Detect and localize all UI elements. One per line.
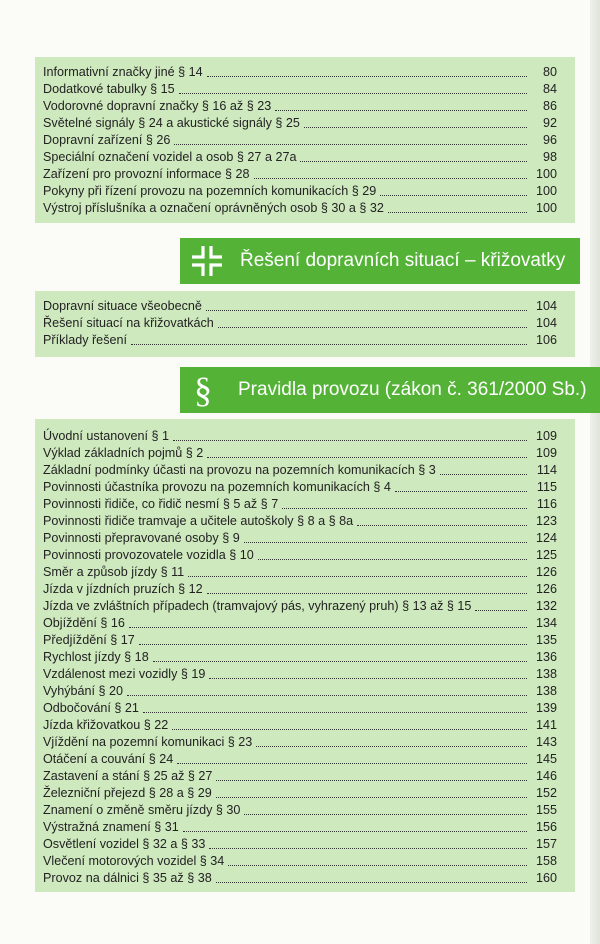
toc-entry xyxy=(43,563,557,580)
toc-leader-dots xyxy=(304,127,527,128)
toc-entry xyxy=(43,63,557,80)
toc-leader-dots xyxy=(254,178,528,179)
toc-leader-dots xyxy=(216,882,527,883)
toc-entry-title: Odbočování § 21 xyxy=(43,701,139,715)
toc-entry-page: 145 xyxy=(535,752,557,766)
toc-entry xyxy=(43,165,557,182)
toc-entry-title: Řešení situací na křižovatkách xyxy=(43,316,214,330)
section-banner-intersections xyxy=(180,238,580,284)
toc-box-intersections xyxy=(35,291,575,357)
toc-entry-page: 134 xyxy=(535,616,557,630)
toc-leader-dots xyxy=(129,627,527,628)
toc-entry-title: Speciální označení vozidel a osob § 27 a 27a xyxy=(43,150,297,164)
toc-entry-page: 109 xyxy=(535,429,557,443)
toc-leader-dots xyxy=(143,712,527,713)
toc-box-traffic-rules xyxy=(35,419,575,892)
toc-entry-page: 116 xyxy=(536,497,557,511)
toc-leader-dots xyxy=(172,729,527,730)
toc-entry-title: Zastavení a stání § 25 až § 27 xyxy=(43,769,213,783)
toc-leader-dots xyxy=(127,695,527,696)
toc-leader-dots xyxy=(258,559,527,560)
toc-entry-title: Rychlost jízdy § 18 xyxy=(43,650,149,664)
toc-entry-page: 115 xyxy=(536,480,557,494)
toc-entry-title: Výklad základních pojmů § 2 xyxy=(43,446,204,460)
toc-leader-dots xyxy=(206,310,527,311)
toc-leader-dots xyxy=(216,780,527,781)
toc-entry-title: Směr a způsob jízdy § 11 xyxy=(43,565,185,579)
toc-entry xyxy=(43,699,557,716)
toc-entry-page: 100 xyxy=(535,201,557,215)
toc-entry xyxy=(43,131,557,148)
toc-entry xyxy=(43,716,557,733)
toc-entry-title: Vodorovné dopravní značky § 16 až § 23 xyxy=(43,99,272,113)
toc-leader-dots xyxy=(216,797,527,798)
section-heading: Řešení dopravních situací – křižovatky xyxy=(240,250,566,271)
toc-entry-page: 139 xyxy=(535,701,557,715)
toc-entry-title: Povinnosti přepravované osoby § 9 xyxy=(43,531,240,545)
section-sign-icon xyxy=(194,367,212,413)
toc-entry-page: 104 xyxy=(535,316,557,330)
toc-leader-dots xyxy=(357,525,527,526)
crossroads-icon xyxy=(190,238,224,284)
toc-entry-title: Povinnosti účastníka provozu na pozemních komunikacích § 4 xyxy=(43,480,391,494)
toc-leader-dots xyxy=(131,344,527,345)
toc-entry xyxy=(43,478,557,495)
toc-leader-dots xyxy=(173,440,527,441)
toc-entry-title: Povinnosti řidiče, co řidič nesmí § 5 až § 7 xyxy=(43,497,279,511)
toc-entry-page: 123 xyxy=(535,514,557,528)
toc-leader-dots xyxy=(475,610,527,611)
toc-leader-dots xyxy=(188,576,527,577)
toc-entry-title: Provoz na dálnici § 35 až § 38 xyxy=(43,871,212,885)
toc-leader-dots xyxy=(207,593,527,594)
toc-entry-page: 126 xyxy=(535,582,557,596)
toc-entry xyxy=(43,297,557,314)
toc-entry-page: 100 xyxy=(535,167,557,181)
toc-entry xyxy=(43,461,557,478)
toc-entry-page: 109 xyxy=(535,446,557,460)
toc-entry-title: Povinnosti provozovatele vozidla § 10 xyxy=(43,548,254,562)
toc-entry xyxy=(43,750,557,767)
toc-leader-dots xyxy=(139,644,527,645)
toc-entry-title: Objíždění § 16 xyxy=(43,616,125,630)
toc-entry-title: Základní podmínky účasti na provozu na pozemních komunikacích § 3 xyxy=(43,463,436,477)
toc-entry-page: 100 xyxy=(535,184,557,198)
toc-entry-page: 143 xyxy=(535,735,557,749)
toc-entry xyxy=(43,648,557,665)
toc-entry-title: Vyhýbání § 20 xyxy=(43,684,124,698)
toc-entry xyxy=(43,835,557,852)
toc-entry-page: 141 xyxy=(535,718,557,732)
toc-entry-title: Příklady řešení xyxy=(43,333,127,347)
toc-leader-dots xyxy=(207,457,527,458)
toc-entry-page: 125 xyxy=(535,548,557,562)
toc-leader-dots xyxy=(244,814,527,815)
toc-entry xyxy=(43,80,557,97)
toc-entry-title: Vjíždění na pozemní komunikaci § 23 xyxy=(43,735,253,749)
toc-leader-dots xyxy=(256,746,527,747)
toc-entry-title: Světelné signály § 24 a akustické signály § 25 xyxy=(43,116,300,130)
toc-entry xyxy=(43,665,557,682)
toc-entry-page: 135 xyxy=(535,633,557,647)
toc-entry-page: 86 xyxy=(542,99,557,113)
toc-entry xyxy=(43,869,557,886)
toc-entry xyxy=(43,114,557,131)
toc-entry-title: Jízda v jízdních pruzích § 12 xyxy=(43,582,203,596)
toc-entry xyxy=(43,580,557,597)
toc-leader-dots xyxy=(179,93,527,94)
toc-box-signs xyxy=(35,57,575,223)
section-sign-glyph: § xyxy=(194,370,212,410)
section-heading: Pravidla provozu (zákon č. 361/2000 Sb.) xyxy=(238,379,587,400)
toc-leader-dots xyxy=(177,763,527,764)
toc-entry-title: Zařízení pro provozní informace § 28 xyxy=(43,167,250,181)
toc-entry-page: 152 xyxy=(535,786,557,800)
toc-entry-title: Informativní značky jiné § 14 xyxy=(43,65,203,79)
toc-leader-dots xyxy=(282,508,527,509)
toc-entry xyxy=(43,767,557,784)
toc-entry xyxy=(43,597,557,614)
toc-entry-title: Dodatkové tabulky § 15 xyxy=(43,82,175,96)
toc-leader-dots xyxy=(388,212,527,213)
toc-entry-page: 114 xyxy=(536,463,557,477)
toc-entry xyxy=(43,733,557,750)
toc-entry xyxy=(43,784,557,801)
toc-entry-title: Vlečení motorových vozidel § 34 xyxy=(43,854,225,868)
toc-leader-dots xyxy=(395,491,527,492)
toc-entry xyxy=(43,331,557,348)
toc-entry xyxy=(43,614,557,631)
toc-entry-title: Dopravní situace všeobecně xyxy=(43,299,202,313)
toc-entry-title: Povinnosti řidiče tramvaje a učitele autoškoly § 8 a § 8a xyxy=(43,514,354,528)
toc-entry xyxy=(43,182,557,199)
toc-leader-dots xyxy=(153,661,527,662)
toc-leader-dots xyxy=(209,848,527,849)
toc-entry xyxy=(43,97,557,114)
toc-entry-page: 92 xyxy=(542,116,557,130)
toc-entry-page: 98 xyxy=(542,150,557,164)
toc-leader-dots xyxy=(300,161,527,162)
page-edge xyxy=(590,0,600,944)
toc-leader-dots xyxy=(209,678,527,679)
toc-entry-page: 158 xyxy=(535,854,557,868)
toc-entry xyxy=(43,682,557,699)
toc-entry-page: 96 xyxy=(542,133,557,147)
toc-entry-title: Pokyny při řízení provozu na pozemních komunikacích § 29 xyxy=(43,184,377,198)
toc-entry xyxy=(43,444,557,461)
section-banner-traffic-rules xyxy=(180,367,600,413)
toc-leader-dots xyxy=(228,865,527,866)
toc-entry xyxy=(43,495,557,512)
toc-entry-page: 156 xyxy=(535,820,557,834)
toc-entry-page: 84 xyxy=(542,82,557,96)
toc-leader-dots xyxy=(244,542,527,543)
toc-entry-page: 157 xyxy=(535,837,557,851)
toc-leader-dots xyxy=(183,831,527,832)
toc-leader-dots xyxy=(440,474,527,475)
toc-entry-title: Výstroj příslušníka a označení oprávněných osob § 30 a § 32 xyxy=(43,201,384,215)
toc-leader-dots xyxy=(174,144,527,145)
toc-entry-title: Železniční přejezd § 28 a § 29 xyxy=(43,786,212,800)
toc-entry-title: Úvodní ustanovení § 1 xyxy=(43,429,170,443)
toc-entry xyxy=(43,199,557,216)
toc-entry-title: Vzdálenost mezi vozidly § 19 xyxy=(43,667,206,681)
toc-entry xyxy=(43,512,557,529)
toc-entry-title: Jízda křižovatkou § 22 xyxy=(43,718,169,732)
toc-entry xyxy=(43,148,557,165)
toc-entry-page: 136 xyxy=(535,650,557,664)
toc-entry-page: 106 xyxy=(535,333,557,347)
toc-leader-dots xyxy=(218,327,527,328)
toc-entry xyxy=(43,801,557,818)
toc-entry-title: Jízda ve zvláštních případech (tramvajový pás, vyhrazený pruh) § 13 až § 15 xyxy=(43,599,472,613)
toc-entry-page: 104 xyxy=(535,299,557,313)
toc-entry-title: Osvětlení vozidel § 32 a § 33 xyxy=(43,837,206,851)
toc-entry xyxy=(43,852,557,869)
toc-entry-page: 146 xyxy=(535,769,557,783)
toc-entry-page: 138 xyxy=(535,667,557,681)
toc-entry xyxy=(43,818,557,835)
toc-entry-title: Předjíždění § 17 xyxy=(43,633,135,647)
toc-entry xyxy=(43,631,557,648)
toc-entry xyxy=(43,427,557,444)
toc-entry-title: Otáčení a couvání § 24 xyxy=(43,752,174,766)
toc-entry-page: 160 xyxy=(535,871,557,885)
toc-entry-page: 80 xyxy=(542,65,557,79)
toc-entry-title: Výstražná znamení § 31 xyxy=(43,820,179,834)
toc-leader-dots xyxy=(275,110,527,111)
toc-entry-page: 126 xyxy=(535,565,557,579)
toc-entry-page: 124 xyxy=(535,531,557,545)
toc-leader-dots xyxy=(380,195,527,196)
toc-entry-page: 155 xyxy=(535,803,557,817)
toc-entry xyxy=(43,314,557,331)
toc-entry-title: Znamení o změně směru jízdy § 30 xyxy=(43,803,241,817)
toc-leader-dots xyxy=(207,76,527,77)
toc-entry xyxy=(43,529,557,546)
toc-entry-title: Dopravní zařízení § 26 xyxy=(43,133,171,147)
toc-entry xyxy=(43,546,557,563)
toc-entry-page: 138 xyxy=(535,684,557,698)
toc-entry-page: 132 xyxy=(535,599,557,613)
